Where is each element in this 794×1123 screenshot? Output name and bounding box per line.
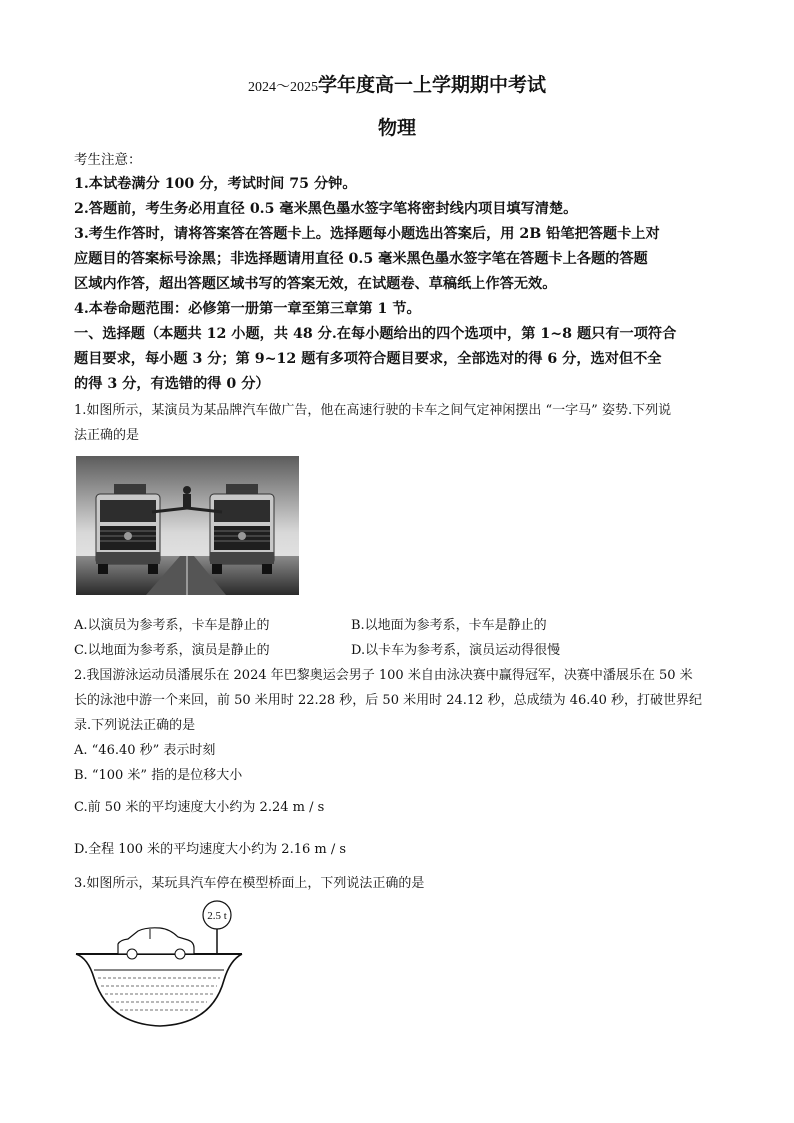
exam-title-text: 学年度高一上学期期中考试: [317, 74, 546, 96]
exam-year: 2024～2025: [247, 80, 318, 95]
q2-option-b: B. “100 米” 指的是位移大小: [74, 768, 243, 783]
section-heading-line-3: 的得 3 分，有选错的得 0 分）: [74, 376, 270, 392]
q1-option-d: D.以卡车为参考系，演员运动得很慢: [351, 643, 561, 658]
q1-option-a: A.以演员为参考系，卡车是静止的: [74, 618, 270, 633]
load-limit-sign: 2.5 t: [207, 910, 227, 922]
notice-line-4: 应题目的答案标号涂黑；非选择题请用直径 0.5 毫米黑色墨水签字笔在答题卡上各题的答题: [74, 251, 648, 267]
notice-line-2: 2.答题前，考生务必用直径 0.5 毫米黑色墨水签字笔将密封线内项目填写清楚。: [74, 201, 578, 217]
section-heading-line-2: 题目要求，每小题 3 分；第 9~12 题有多项符合题目要求，全部选对的得 6 分，选对但不全: [74, 351, 662, 367]
q2-stem-line-1: 2.我国游泳运动员潘展乐在 2024 年巴黎奥运会男子 100 米自由泳决赛中赢得冠军，决赛中潘展乐在 50 米: [74, 668, 693, 683]
exam-subject: 物理: [377, 117, 416, 139]
bridge-diagram: [74, 898, 244, 1033]
q1-option-c: C.以地面为参考系，演员是静止的: [74, 643, 270, 658]
q1-stem-line-1: 1.如图所示，某演员为某品牌汽车做广告，他在高速行驶的卡车之间气定神闲摆出 “一字马” 姿势.下列说: [74, 403, 672, 418]
q2-option-d: D.全程 100 米的平均速度大小约为 2.16 m / s: [74, 842, 347, 857]
trucks-photo: [76, 456, 299, 595]
notice-line-5: 区域内作答，超出答题区域书写的答案无效，在试题卷、草稿纸上作答无效。: [74, 276, 557, 292]
section-heading-line-1: 一、选择题（本题共 12 小题，共 48 分.在每小题给出的四个选项中，第 1~8 题只有一项符合: [74, 326, 677, 342]
q1-option-b: B.以地面为参考系，卡车是静止的: [351, 618, 547, 633]
q1-stem-line-2: 法正确的是: [74, 428, 140, 443]
q2-stem-line-3: 录.下列说法正确的是: [74, 718, 196, 733]
q2-option-a: A. “46.40 秒” 表示时刻: [74, 743, 216, 758]
q2-option-c: C.前 50 米的平均速度大小约为 2.24 m / s: [74, 800, 325, 815]
notice-heading: 考生注意：: [74, 152, 142, 168]
notice-line-3: 3.考生作答时，请将答案答在答题卡上。选择题每小题选出答案后，用 2B 铅笔把答题卡上对: [74, 226, 660, 242]
exam-title: [0, 70, 794, 97]
q2-stem-line-2: 长的泳池中游一个来回，前 50 米用时 22.28 秒，后 50 米用时 24.12 秒，总成绩为 46.40 秒，打破世界纪: [74, 693, 703, 708]
q3-stem: 3.如图所示，某玩具汽车停在模型桥面上，下列说法正确的是: [74, 876, 425, 891]
notice-line-6: 4.本卷命题范围：必修第一册第一章至第三章第 1 节。: [74, 301, 421, 317]
notice-line-1: 1.本试卷满分 100 分，考试时间 75 分钟。: [74, 176, 357, 192]
